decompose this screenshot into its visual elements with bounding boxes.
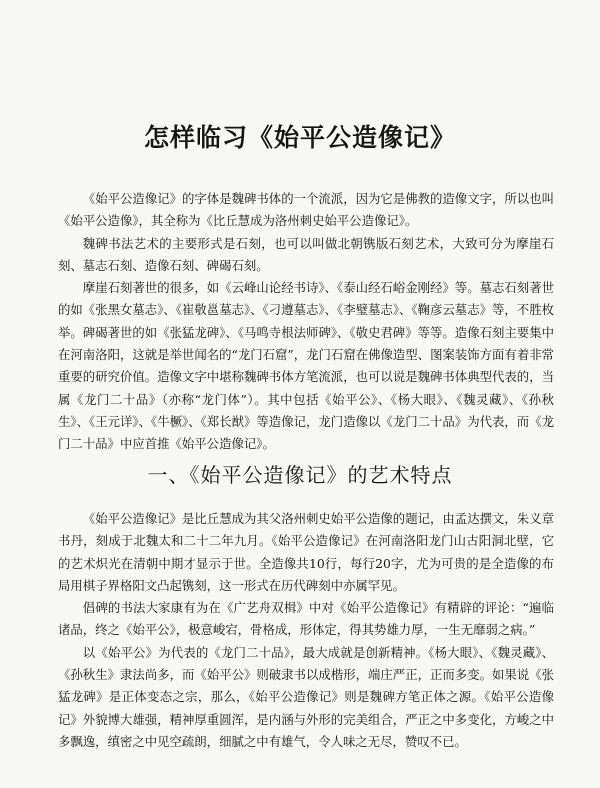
paragraph: 魏碑书法艺术的主要形式是石刻，也可以叫做北朝镌版石刻艺术，大致可分为摩崖石刻、墓志石刻、造像石刻、碑碣石刻。 <box>58 235 554 273</box>
paragraph: 摩崖石刻著世的很多，如《云峰山论经书诗》、《泰山经石峪金刚经》等。墓志石刻著世的如《张黑女墓志》、《崔敬邕墓志》、《刁遵墓志》、《李璧墓志》、《鞠彦云墓志》等，不胜枚举。碑碣著世的如《张猛龙碑》、《马鸣寺根法师碑》、《敬史君碑》等等。造像石刻主要集中在河南洛阳，这就是举世闻名的“龙门石窟”，龙门石窟在佛像造型、图案装饰方面有着非常重要的研究价值。造像文字中堪称魏碑书体方笔流派，也可以说是魏碑书体典型代表的，当属《龙门二十品》（亦称“龙门体”）。其中包括《始平公》、《杨大眼》、《魏灵藏》、《孙秋生》、《王元详》、《牛橛》、《郑长猷》等造像记，龙门造像以《龙门二十品》为代表，而《龙门二十品》中应首推《始平公造像记》。 <box>58 280 554 452</box>
paragraph: 以《始平公》为代表的《龙门二十品》，最大成就是创新精神。《杨大眼》、《魏灵藏》、《孙秋生》隶法尚多，而《始平公》则破隶书以成楷形，端庄严正，正而多变。如果说《张猛龙碑》是正体变态之宗，那么，《始平公造像记》则是魏碑方笔正体之源。《始平公造像记》外貌博大雄强，精神厚重圆浑，是内涵与外形的完美组合，严正之中多变化，方峻之中多飘逸，缜密之中见空疏朗，细腻之中有雄气，令人味之无尽，赞叹不已。 <box>58 644 554 749</box>
paragraph: 倡碑的书法大家康有为在《广艺舟双楫》中对《始平公造像记》有精辟的评论：“遍临诸品，终之《始平公》，极意峻宕，骨格成，形体定，得其势雄力厚，一生无靡弱之病。” <box>58 600 554 638</box>
paragraph: 《始平公造像记》的字体是魏碑书体的一个流派，因为它是佛教的造像文字，所以也叫《始平公造像》，其全称为《比丘慧成为洛州刺史始平公造像记》。 <box>58 191 554 229</box>
intro-text <box>58 188 554 456</box>
section-heading: 一、《始平公造像记》的艺术特点 <box>147 463 453 487</box>
paragraph: 《始平公造像记》是比丘慧成为其父洛州刺史始平公造像的题记，由孟达撰文，朱义章书丹，刻成于北魏太和二十二年九月。《始平公造像记》在河南洛阳龙门山古阳洞北壁，它的艺术炽光在清朝中期才显示于世。全造像共10行，每行20字，尤为可贵的是全造像的布局用棋子界格阳文凸起镌刻，这一形式在历代碑刻中亦属罕见。 <box>58 511 554 593</box>
section-text <box>58 508 554 753</box>
page-title: 怎样临习《始平公造像记》 <box>143 123 456 152</box>
